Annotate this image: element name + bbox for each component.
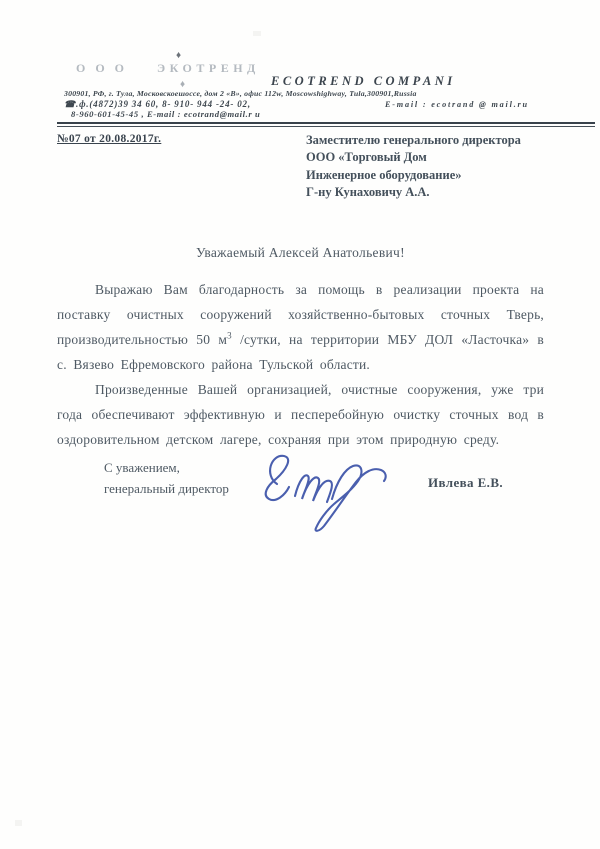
phone-numbers: .ф.(4872)39 34 60, 8- 910- 944 -24- 02, (76, 99, 251, 109)
diamond-top-icon: ♦ (176, 50, 182, 61)
company-address: 300901, РФ, г. Тула, Московскоешоссе, дом 2 «В», офис 112w, Moscowshighway, Tula,300901,Russia (64, 89, 417, 98)
company-email: E-mail : ecotrand @ mail.ru (385, 100, 529, 109)
paragraph-1 (57, 277, 544, 377)
company-name: ECOTREND COMPANI (271, 74, 456, 88)
diamond-bottom-icon: ♦ (180, 79, 186, 90)
cubic-meter-superscript: 3 (227, 330, 232, 341)
recipient-line: ООО «Торговый Дом (306, 150, 427, 165)
closing-line: С уважением, (104, 460, 180, 475)
recipient-line: Г-ну Кунаховичу А.А. (306, 185, 430, 200)
paragraph-1-text: Выражаю Вам благодарность за помощь в реализации проекта на поставку очистных сооружений хозяйственно-бытовых сточных Тверь, производительностью 50 м (57, 282, 544, 347)
recipient-block (306, 132, 521, 202)
scan-speckle (15, 820, 22, 826)
logo-ooo-text: ООО (76, 61, 135, 75)
signatory-name: Ивлева Е.В. (428, 475, 504, 490)
header-divider (57, 122, 595, 127)
reference-number: №07 от 20.08.2017г. (57, 133, 162, 145)
recipient-line: Заместителю генерального директора (306, 133, 521, 147)
letter-body (57, 240, 544, 452)
paragraph-2: Произведенные Вашей организацией, очистные сооружения, уже три года обеспечивают эффективную и песперебойную очистку сточных вод в оздоровительном детском лагере, сохраняя при этом природную среду. (57, 382, 544, 447)
salutation: Уважаемый Алексей Анатольевич! (196, 245, 405, 260)
paragraph-1-text-cont: /сутки, на территории МБУ ДОЛ «Ласточка» в с. Вязево Ефремовского района Тульской области. (57, 332, 545, 372)
logo-company-text: ЭКОТРЕНД (157, 61, 260, 75)
recipient-line: Инженерное оборудование» (306, 167, 462, 182)
scan-speckle (253, 31, 261, 36)
phone-icon: ☎ (64, 99, 77, 109)
handwritten-signature (243, 443, 403, 535)
closing-line: генеральный директор (104, 481, 229, 496)
closing-block (104, 457, 229, 499)
phone-line-2: 8-960-601-45-45 , E-mail : ecotrand@mail.r u (71, 109, 261, 119)
